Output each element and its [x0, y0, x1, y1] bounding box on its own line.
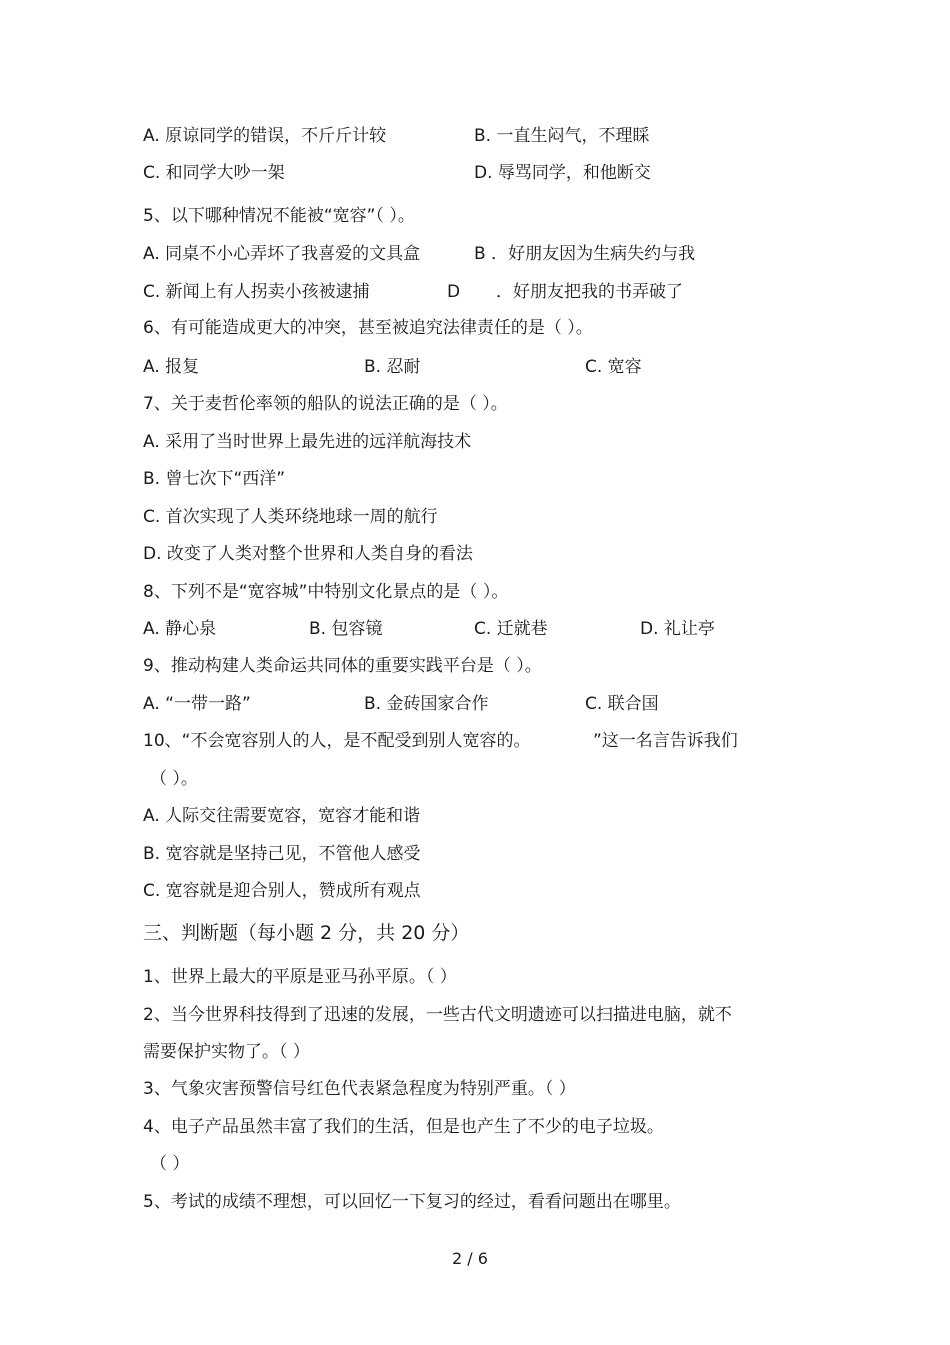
q5-option-a: A. 同桌不小心弄坏了我喜爱的文具盒	[143, 244, 421, 264]
q5-option-d-letter: D	[447, 282, 461, 302]
q10-stem-part-2: （ ）。	[150, 769, 198, 789]
judgement-item-2-line-1: 2、当今世界科技得到了迅速的发展，一些古代文明遗迹可以扫描进电脑，就不	[143, 1005, 732, 1025]
section-heading: 三、判断题（每小题 2 分，共 20 分）	[143, 922, 470, 944]
q4-option-a: A. 原谅同学的错误，不斤斤计较	[143, 126, 387, 146]
q10-option-c: C. 宽容就是迎合别人，赞成所有观点	[143, 881, 421, 901]
q7-option-d: D. 改变了人类对整个世界和人类自身的看法	[143, 544, 473, 564]
q4-option-d: D. 辱骂同学，和他断交	[474, 163, 651, 183]
q10-stem-quote: ”这一名言告诉我们	[593, 731, 738, 751]
q7-stem: 7、关于麦哲伦率领的船队的说法正确的是（ ）。	[143, 394, 508, 414]
q9-option-a: A. “一带一路”	[143, 694, 251, 714]
judgement-item-4-line-2: （ ）	[150, 1154, 190, 1174]
q4-option-b: B. 一直生闷气，不理睬	[474, 126, 650, 146]
q10-option-a: A. 人际交往需要宽容，宽容才能和谐	[143, 806, 421, 826]
q8-stem: 8、下列不是“宽容城”中特别文化景点的是（ ）。	[143, 582, 509, 602]
q4-option-c: C. 和同学大吵一架	[143, 163, 285, 183]
q9-option-b: B. 金砖国家合作	[364, 694, 489, 714]
q8-option-c: C. 迁就巷	[474, 619, 548, 639]
q6-stem: 6、有可能造成更大的冲突，甚至被追究法律责任的是（ ）。	[143, 318, 593, 338]
q7-option-c: C. 首次实现了人类环绕地球一周的航行	[143, 507, 438, 527]
judgement-item-5: 5、考试的成绩不理想，可以回忆一下复习的经过，看看问题出在哪里。	[143, 1192, 681, 1212]
q8-option-a: A. 静心泉	[143, 619, 217, 639]
q9-option-c: C. 联合国	[585, 694, 659, 714]
q5-stem: 5、以下哪种情况不能被“宽容”（ ）。	[143, 206, 415, 226]
q5-option-c: C. 新闻上有人拐卖小孩被逮捕	[143, 282, 370, 302]
q5-option-d: ．好朋友把我的书弄破了	[496, 282, 683, 302]
judgement-item-4-line-1: 4、电子产品虽然丰富了我们的生活，但是也产生了不少的电子垃圾。	[143, 1117, 664, 1137]
q5-option-b: B ．好朋友因为生病失约与我	[474, 244, 696, 264]
q6-option-b: B. 忍耐	[364, 357, 421, 377]
q10-option-b: B. 宽容就是坚持己见，不管他人感受	[143, 844, 421, 864]
q6-option-a: A. 报复	[143, 357, 200, 377]
page-number: 2 / 6	[452, 1249, 488, 1268]
judgement-item-2-line-2: 需要保护实物了。（ ）	[143, 1042, 310, 1062]
q7-option-a: A. 采用了当时世界上最先进的远洋航海技术	[143, 432, 472, 452]
q8-option-b: B. 包容镜	[309, 619, 383, 639]
judgement-item-1: 1、世界上最大的平原是亚马孙平原。（ ）	[143, 967, 457, 987]
q9-stem: 9、推动构建人类命运共同体的重要实践平台是（ ）。	[143, 656, 542, 676]
q8-option-d: D. 礼让亭	[640, 619, 715, 639]
q7-option-b: B. 曾七次下“西洋”	[143, 469, 286, 489]
q10-stem-part-1: 10、“不会宽容别人的人，是不配受到别人宽容的。	[143, 731, 531, 751]
q6-option-c: C. 宽容	[585, 357, 642, 377]
judgement-item-3: 3、气象灾害预警信号红色代表紧急程度为特别严重。（ ）	[143, 1079, 576, 1099]
